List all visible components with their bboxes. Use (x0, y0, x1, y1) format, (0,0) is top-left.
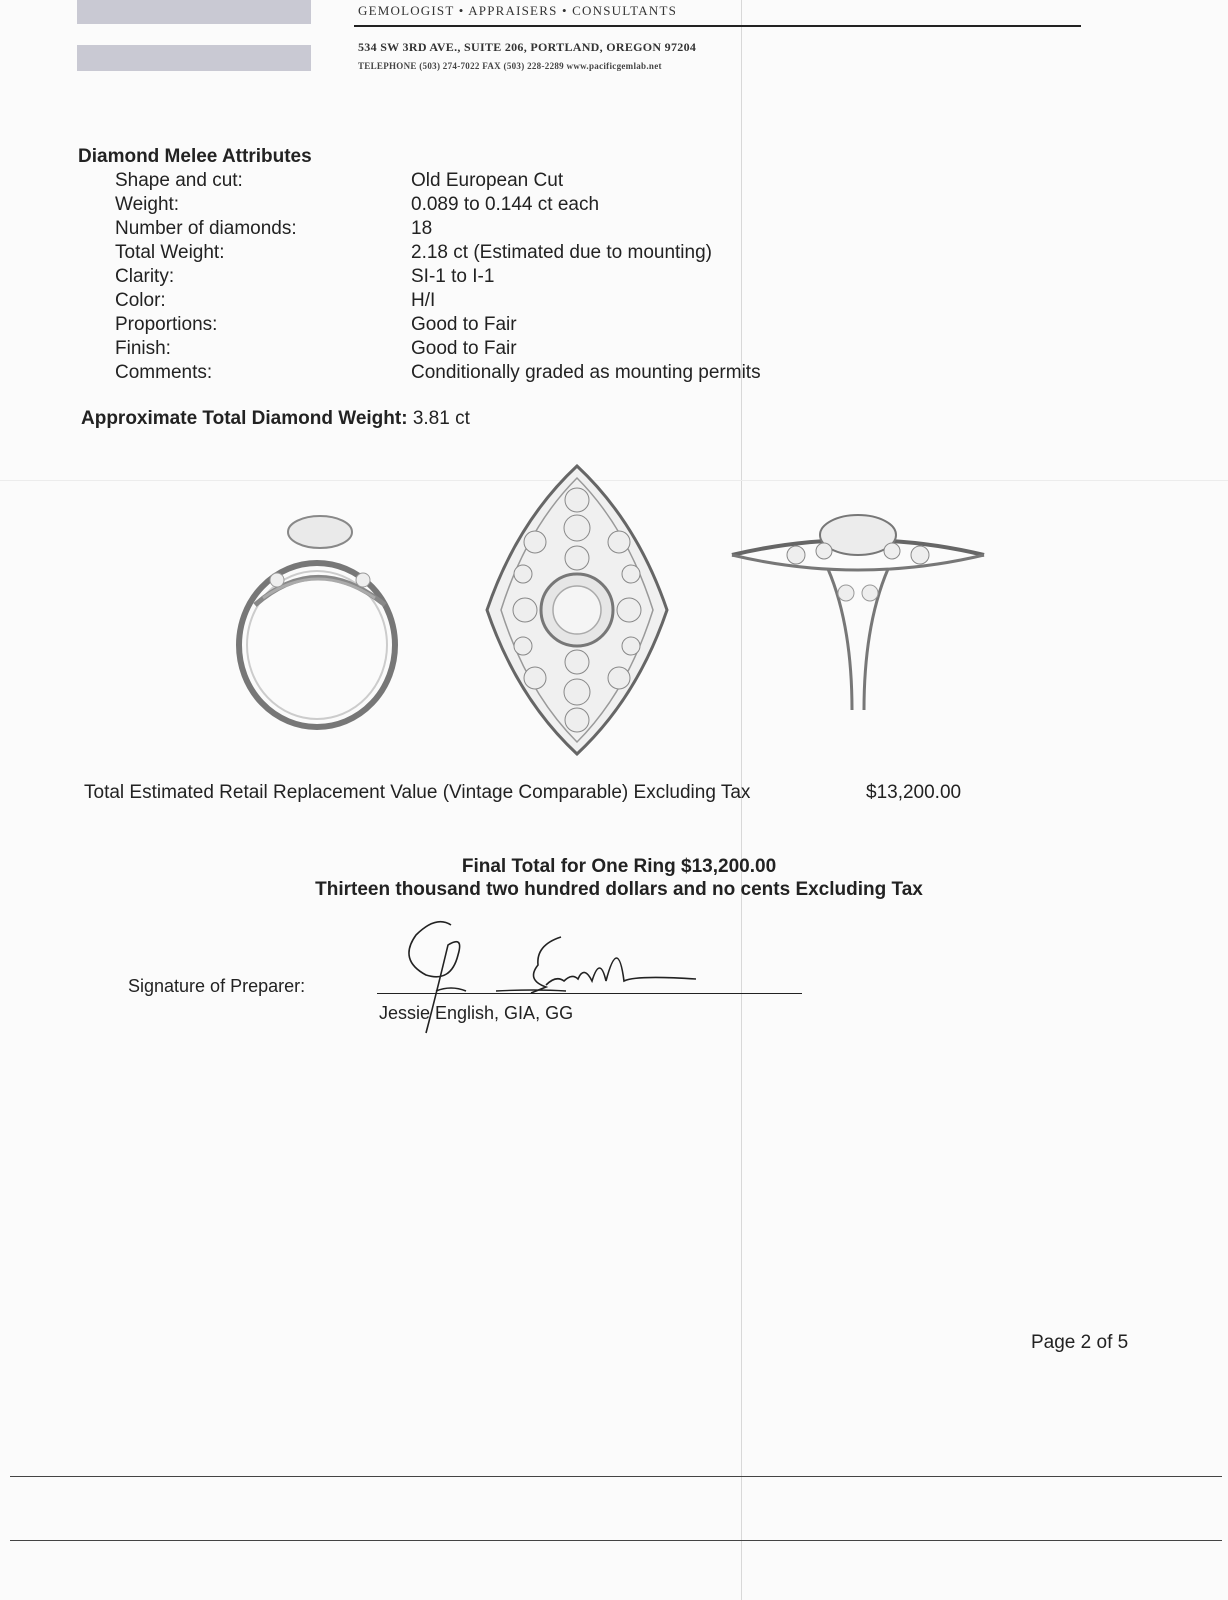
approx-weight-value: 3.81 ct (412, 408, 470, 429)
attribute-row (0, 194, 1228, 218)
approx-weight-label: Approximate Total Diamond Weight: (81, 408, 408, 429)
attribute-value: Good to Fair (411, 338, 517, 359)
attribute-label: Shape and cut: (115, 170, 243, 191)
attribute-value: 2.18 ct (Estimated due to mounting) (411, 242, 712, 263)
valuation-amount: $13,200.00 (866, 782, 962, 803)
attribute-row (0, 290, 1228, 314)
attribute-value: SI-1 to I-1 (411, 266, 495, 287)
attribute-label: Proportions: (115, 314, 218, 335)
section-title: Diamond Melee Attributes (78, 146, 312, 167)
firm-phone: TELEPHONE (503) 274-7022 FAX (503) 228-2289 www.pacificgemlab.net (358, 61, 662, 71)
attribute-label: Number of diamonds: (115, 218, 297, 239)
signature-line (377, 993, 802, 994)
attribute-label: Color: (115, 290, 166, 311)
attribute-label: Clarity: (115, 266, 175, 287)
logo-block-bottom (77, 45, 311, 71)
attribute-row (0, 362, 1228, 386)
ring-profile-view-photo (728, 505, 988, 715)
firm-tagline: GEMOLOGIST • APPRAISERS • CONSULTANTS (358, 3, 678, 18)
attribute-value: Good to Fair (411, 314, 517, 335)
attribute-label: Total Weight: (115, 242, 225, 263)
attribute-row (0, 266, 1228, 290)
attribute-row (0, 170, 1228, 194)
footer-rule-1 (10, 1476, 1222, 1477)
final-total: Final Total for One Ring $13,200.00 (461, 856, 777, 877)
approx-total-weight (81, 408, 470, 430)
attribute-value: 18 (411, 218, 433, 239)
footer-rule-2 (10, 1540, 1222, 1541)
attribute-label: Comments: (115, 362, 213, 383)
logo-block-top (77, 0, 311, 24)
ring-side-view-photo (225, 510, 415, 730)
letterhead-rule (354, 25, 1081, 27)
preparer-name: Jessie English, GIA, GG (379, 1003, 574, 1023)
attribute-label: Weight: (115, 194, 180, 215)
valuation-label: Total Estimated Retail Replacement Value (Vintage Comparable) Excluding Tax (84, 782, 751, 803)
final-total-words: Thirteen thousand two hundred dollars and no cents Excluding Tax (315, 879, 923, 900)
page-number: Page 2 of 5 (1031, 1332, 1129, 1353)
attribute-value: Old European Cut (411, 170, 564, 191)
attribute-value: 0.089 to 0.144 ct each (411, 194, 600, 215)
attribute-label: Finish: (115, 338, 171, 359)
attribute-row (0, 218, 1228, 242)
attribute-row (0, 338, 1228, 362)
attribute-row (0, 242, 1228, 266)
ring-top-view-photo (477, 462, 677, 757)
firm-address: 534 SW 3RD AVE., SUITE 206, PORTLAND, OREGON 97204 (358, 40, 697, 54)
signature-label: Signature of Preparer: (128, 976, 306, 996)
attribute-value: Conditionally graded as mounting permits (411, 362, 761, 383)
attribute-row (0, 314, 1228, 338)
attribute-value: H/I (411, 290, 436, 311)
